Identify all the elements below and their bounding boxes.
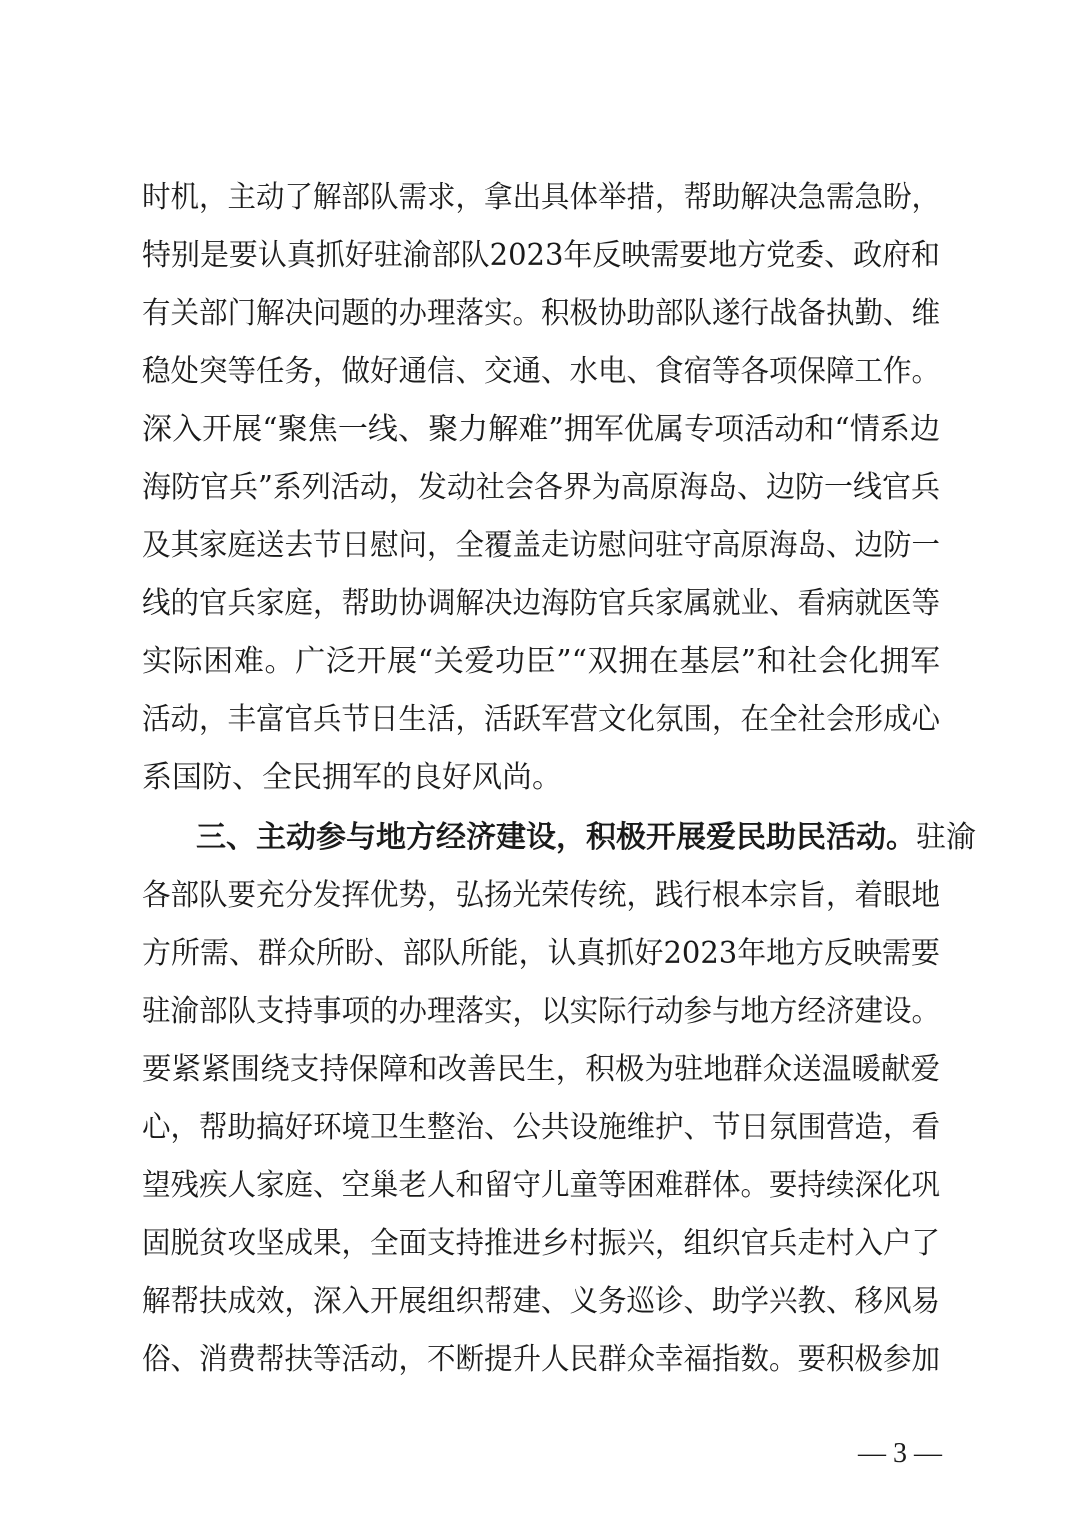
paragraph-line: 有关部门解决问题的办理落实。积极协助部队遂行战备执勤、维 — [142, 296, 940, 331]
paragraph-line: 要紧紧围绕支持保障和改善民生，积极为驻地群众送温暖献爱 — [142, 1052, 940, 1087]
paragraph-line: 俗、消费帮扶等活动，不断提升人民群众幸福指数。要积极参加 — [142, 1342, 940, 1377]
paragraph-line: 稳处突等任务，做好通信、交通、水电、食宿等各项保障工作。 — [142, 354, 940, 389]
paragraph-line: 解帮扶成效，深入开展组织帮建、义务巡诊、助学兴教、移风易 — [142, 1284, 940, 1319]
paragraph-line: 系国防、全民拥军的良好风尚。 — [142, 760, 562, 795]
paragraph-line: 海防官兵”系列活动，发动社会各界为高原海岛、边防一线官兵 — [142, 470, 940, 505]
paragraph-line: 及其家庭送去节日慰问，全覆盖走访慰问驻守高原海岛、边防一 — [142, 528, 940, 563]
paragraph-line: 固脱贫攻坚成果，全面支持推进乡村振兴，组织官兵走村入户了 — [142, 1226, 940, 1261]
paragraph-line: 实际困难。广泛开展“关爱功臣”“双拥在基层”和社会化拥军 — [142, 644, 940, 679]
paragraph-line: 深入开展“聚焦一线、聚力解难”拥军优属专项活动和“情系边 — [142, 412, 940, 447]
paragraph-line: 各部队要充分发挥优势，弘扬光荣传统，践行根本宗旨，着眼地 — [142, 878, 940, 913]
paragraph-line: 心，帮助搞好环境卫生整治、公共设施维护、节日氛围营造，看 — [142, 1110, 940, 1145]
section-heading: 三、主动参与地方经济建设，积极开展爱民助民活动。 — [196, 820, 916, 855]
paragraph-line: 方所需、群众所盼、部队所能，认真抓好2023年地方反映需要 — [142, 936, 940, 971]
paragraph-line: 驻渝部队支持事项的办理落实，以实际行动参与地方经济建设。 — [142, 994, 940, 1029]
paragraph-line: 时机，主动了解部队需求，拿出具体举措，帮助解决急需急盼， — [142, 180, 940, 215]
paragraph-line: 活动，丰富官兵节日生活，活跃军营文化氛围，在全社会形成心 — [142, 702, 940, 737]
section-heading-line — [196, 810, 976, 866]
paragraph-line: 望残疾人家庭、空巢老人和留守儿童等困难群体。要持续深化巩 — [142, 1168, 940, 1203]
paragraph-line: 线的官兵家庭，帮助协调解决边海防官兵家属就业、看病就医等 — [142, 586, 940, 621]
page-number: — 3 — — [858, 1438, 942, 1469]
heading-line-continuation: 驻渝 — [916, 820, 976, 855]
paragraph-line: 特别是要认真抓好驻渝部队2023年反映需要地方党委、政府和 — [142, 238, 940, 273]
